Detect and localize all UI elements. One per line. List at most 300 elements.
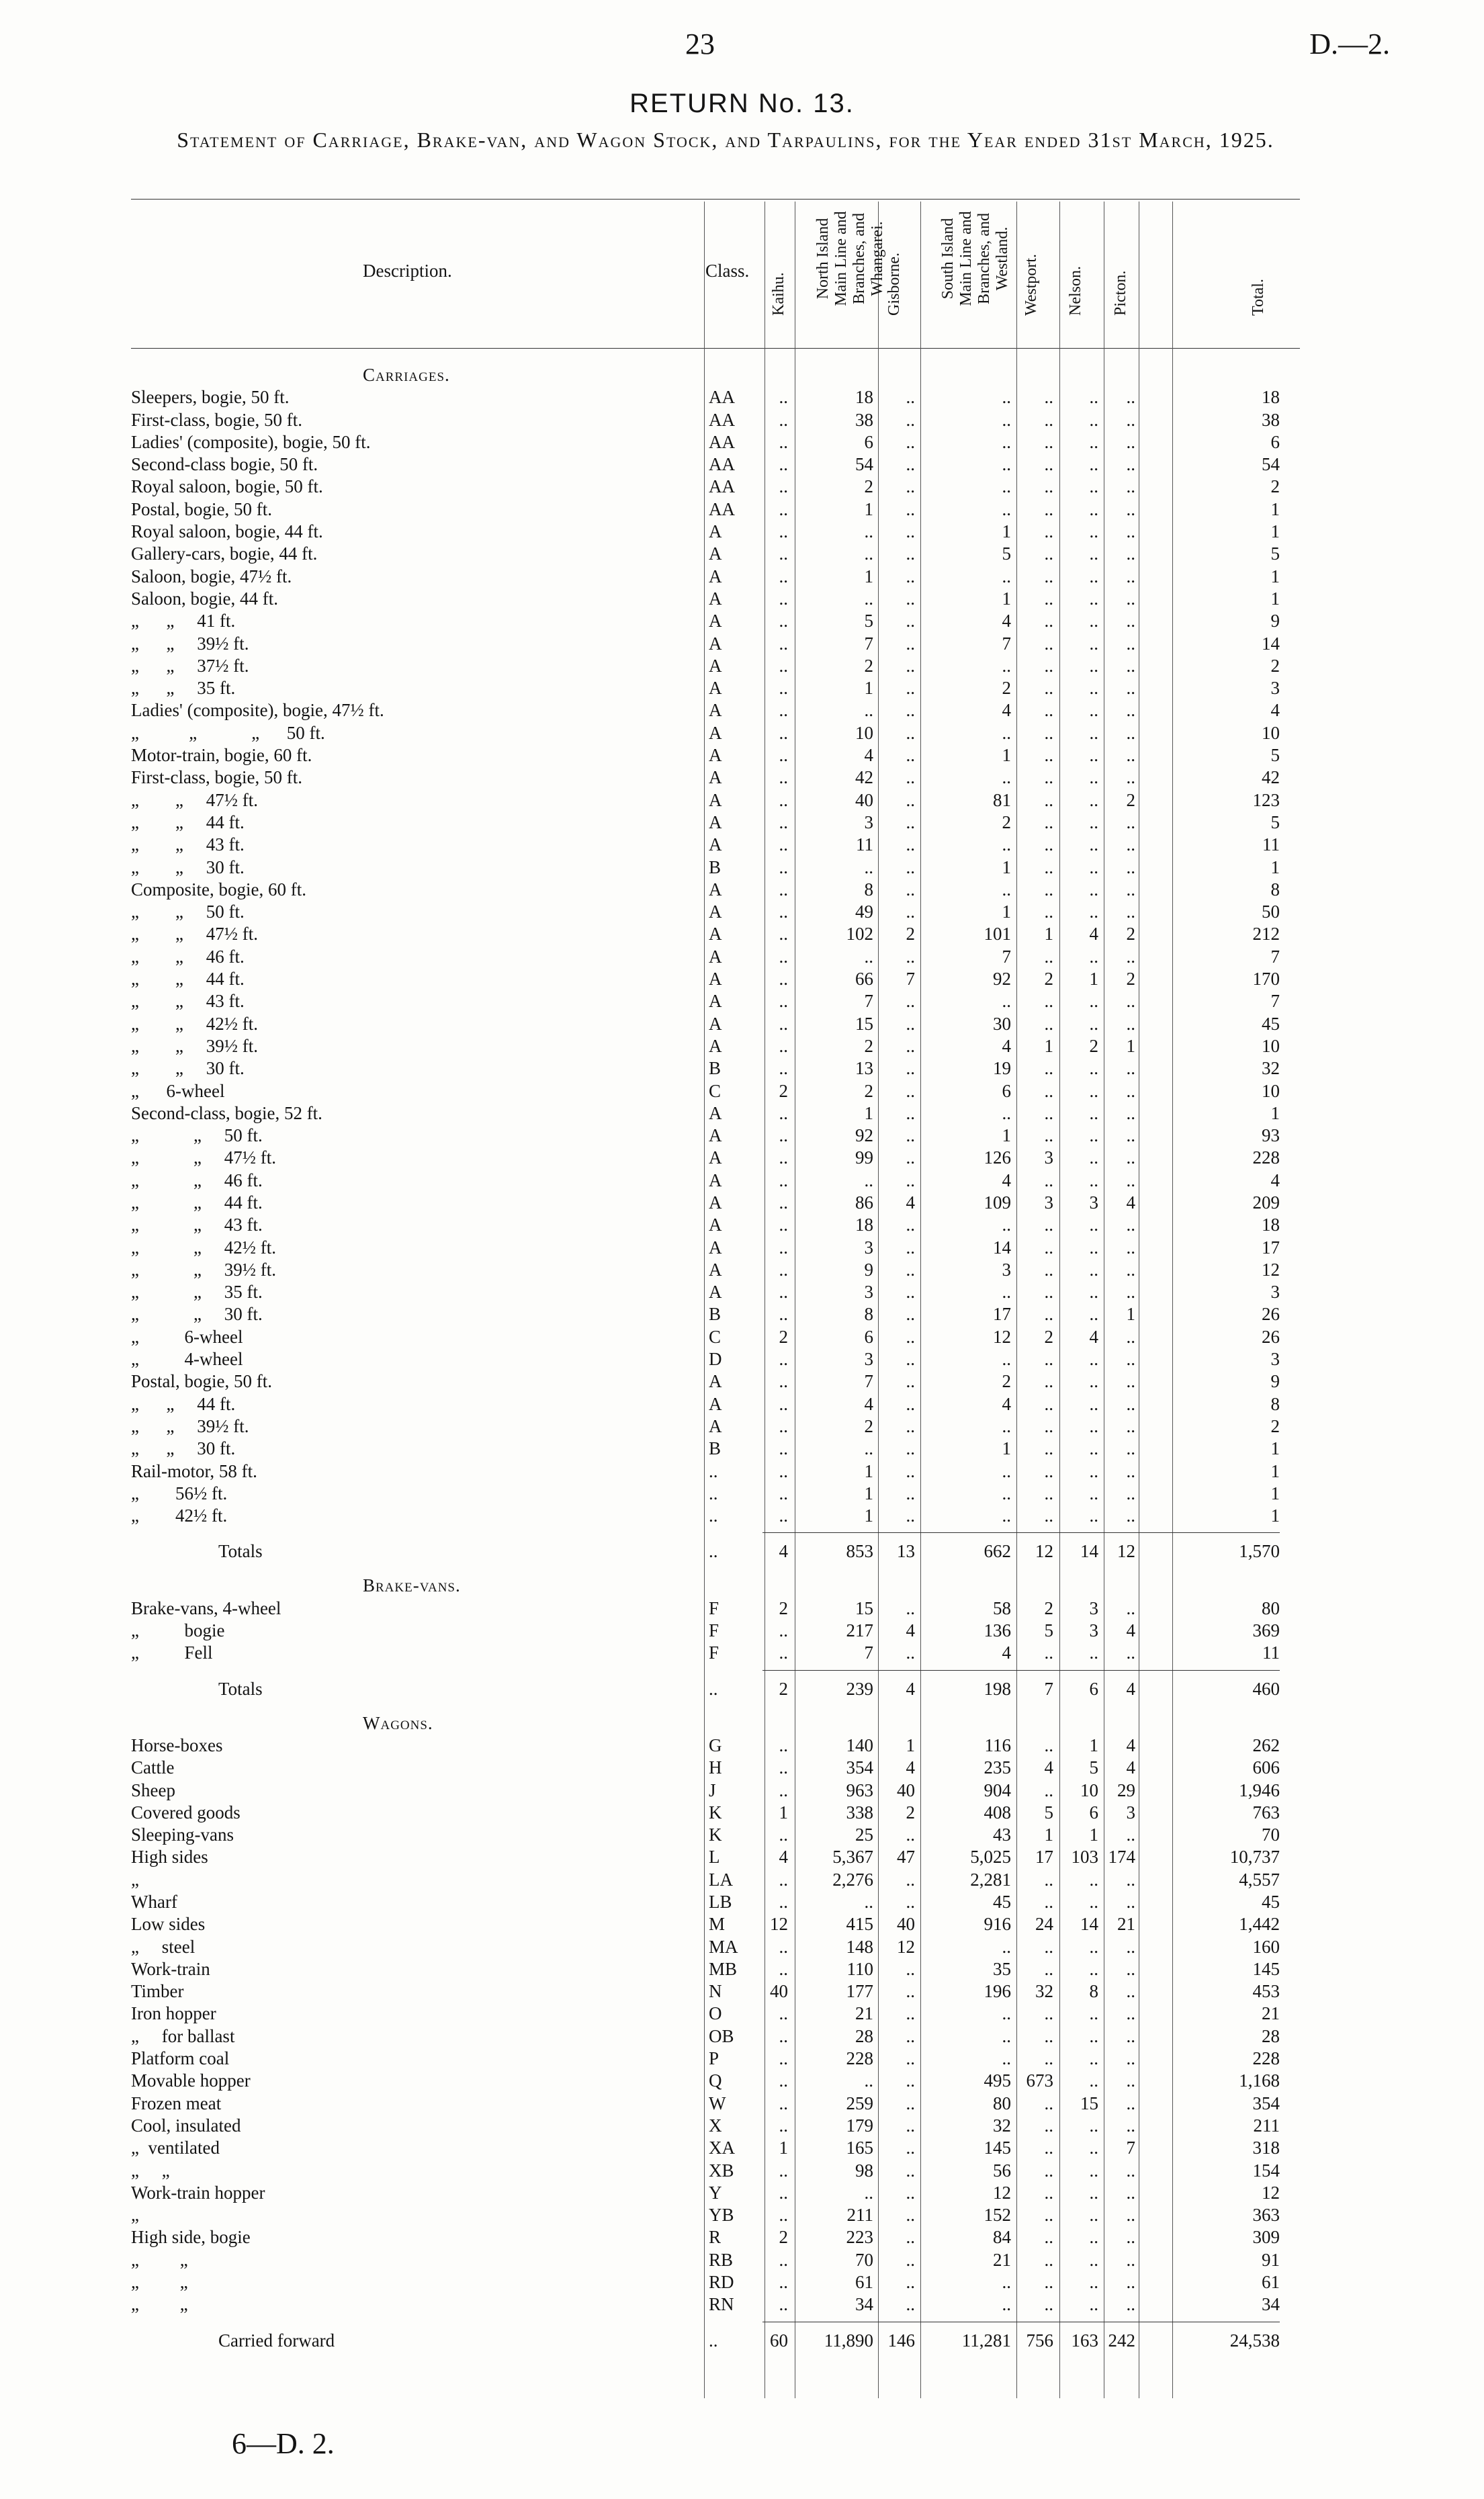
- class-cell: A: [709, 1170, 722, 1190]
- description-cell: Wharf: [131, 1892, 177, 1912]
- total-cell: 2: [1270, 655, 1280, 676]
- table-row: [131, 1438, 1300, 1460]
- south-island-cell: ..: [1002, 409, 1011, 430]
- table-row: [131, 1237, 1300, 1259]
- picton-cell: ..: [1126, 1892, 1135, 1912]
- total-cell: 1: [1270, 1460, 1280, 1481]
- south-island-cell: 2: [1002, 1371, 1011, 1392]
- north-island-cell: 4: [864, 1393, 873, 1414]
- south-island-cell: ..: [1002, 476, 1011, 497]
- picton-cell: ..: [1126, 767, 1135, 788]
- kaihu-cell: 4: [779, 1541, 788, 1562]
- north-island-cell: 34: [855, 2294, 873, 2315]
- gisborne-cell: ..: [906, 1393, 915, 1414]
- picton-cell: 29: [1117, 1780, 1135, 1800]
- table-row: [131, 923, 1300, 945]
- page-reference: D.—2.: [1309, 28, 1390, 60]
- description-cell: Ladies' (composite), bogie, 47½ ft.: [131, 700, 384, 721]
- kaihu-cell: ..: [779, 2048, 788, 2069]
- south-island-cell: ..: [1002, 1282, 1011, 1303]
- total-cell: 4,557: [1239, 1869, 1280, 1890]
- description-cell: „ „ 43 ft.: [131, 991, 245, 1012]
- south-island-cell: 916: [984, 1914, 1011, 1935]
- total-cell: 4: [1270, 700, 1280, 721]
- class-cell: A: [709, 812, 722, 832]
- total-cell: 1: [1270, 566, 1280, 586]
- total-cell: 42: [1262, 767, 1280, 788]
- total-cell: 1,168: [1239, 2070, 1280, 2091]
- description-cell: „ „ 47½ ft.: [131, 924, 258, 945]
- kaihu-cell: ..: [779, 2070, 788, 2091]
- south-island-cell: 92: [993, 969, 1011, 990]
- total-cell: 1,570: [1239, 1541, 1280, 1562]
- nelson-cell: ..: [1089, 2294, 1098, 2315]
- westport-cell: ..: [1044, 1237, 1053, 1258]
- gisborne-cell: ..: [906, 834, 915, 855]
- nelson-cell: ..: [1089, 991, 1098, 1012]
- gisborne-cell: ..: [906, 588, 915, 609]
- table-row: [131, 655, 1300, 677]
- nelson-cell: ..: [1089, 1259, 1098, 1280]
- nelson-cell: ..: [1089, 521, 1098, 542]
- kaihu-cell: ..: [779, 812, 788, 832]
- gisborne-cell: ..: [906, 387, 915, 408]
- kaihu-cell: ..: [779, 1170, 788, 1190]
- picton-cell: ..: [1126, 1371, 1135, 1392]
- table-row: [131, 2025, 1300, 2048]
- class-cell: H: [709, 1757, 722, 1778]
- total-cell: 38: [1262, 409, 1280, 430]
- nelson-cell: ..: [1089, 2138, 1098, 2158]
- nelson-cell: ..: [1089, 2115, 1098, 2136]
- description-cell: „ „ 35 ft.: [131, 1282, 263, 1303]
- table-row: [131, 1597, 1300, 1620]
- westport-cell: ..: [1044, 2227, 1053, 2248]
- picton-cell: ..: [1126, 1170, 1135, 1190]
- kaihu-cell: ..: [779, 476, 788, 497]
- picton-cell: 3: [1126, 1802, 1135, 1823]
- table-row: [131, 1415, 1300, 1438]
- north-island-cell: 3: [864, 1237, 873, 1258]
- nelson-cell: ..: [1089, 1058, 1098, 1079]
- westport-cell: ..: [1044, 1304, 1053, 1325]
- picton-cell: ..: [1126, 1147, 1135, 1168]
- description-cell: Second-class bogie, 50 ft.: [131, 454, 318, 475]
- kaihu-cell: ..: [779, 588, 788, 609]
- total-cell: 11: [1262, 834, 1280, 855]
- nelson-cell: ..: [1089, 1892, 1098, 1912]
- gisborne-cell: ..: [906, 1326, 915, 1347]
- kaihu-cell: ..: [779, 498, 788, 519]
- westport-cell: ..: [1044, 2160, 1053, 2181]
- class-cell: A: [709, 1013, 722, 1034]
- north-island-cell: ..: [864, 1438, 873, 1459]
- south-island-cell: 152: [984, 2205, 1011, 2226]
- picton-cell: ..: [1126, 1237, 1135, 1258]
- total-cell: 460: [1252, 1678, 1280, 1699]
- totals-row: [131, 1527, 1300, 1575]
- gisborne-cell: ..: [906, 611, 915, 631]
- westport-cell: ..: [1044, 1282, 1053, 1303]
- description-cell: Motor-train, bogie, 60 ft.: [131, 745, 312, 766]
- gisborne-cell: ..: [906, 1642, 915, 1663]
- north-island-cell: ..: [864, 1170, 873, 1190]
- description-cell: Postal, bogie, 50 ft.: [131, 1371, 272, 1392]
- westport-cell: ..: [1044, 1393, 1053, 1414]
- table-row: [131, 1125, 1300, 1147]
- nelson-cell: ..: [1089, 678, 1098, 699]
- section-heading-row: [131, 364, 1300, 386]
- westport-cell: ..: [1044, 857, 1053, 877]
- table-row: [131, 1980, 1300, 2003]
- gisborne-cell: ..: [906, 2227, 915, 2248]
- westport-cell: ..: [1044, 498, 1053, 519]
- gisborne-cell: 2: [906, 1802, 915, 1823]
- gisborne-cell: ..: [906, 521, 915, 542]
- class-cell: OB: [709, 2025, 734, 2046]
- class-cell: MB: [709, 1958, 738, 1979]
- north-island-cell: 853: [846, 1541, 873, 1562]
- description-cell: „ „ 30 ft.: [131, 1304, 263, 1325]
- westport-cell: ..: [1044, 1936, 1053, 1957]
- gisborne-cell: ..: [906, 454, 915, 475]
- total-cell: 11: [1262, 1642, 1280, 1663]
- class-cell: A: [709, 745, 722, 766]
- class-cell: K: [709, 1825, 722, 1845]
- table-row: [131, 1891, 1300, 1913]
- westport-cell: 5: [1044, 1620, 1053, 1641]
- north-island-cell: 42: [855, 767, 873, 788]
- picton-cell: ..: [1126, 655, 1135, 676]
- description-cell: High side, bogie: [131, 2227, 251, 2248]
- picton-cell: ..: [1126, 1505, 1135, 1526]
- description-cell: „ „ 50 ft.: [131, 902, 245, 922]
- kaihu-cell: ..: [779, 611, 788, 631]
- westport-cell: ..: [1044, 1460, 1053, 1481]
- class-cell: LA: [709, 1869, 733, 1890]
- north-island-cell: 140: [846, 1735, 873, 1755]
- westport-cell: 2: [1044, 969, 1053, 990]
- westport-cell: ..: [1044, 2272, 1053, 2293]
- picton-cell: ..: [1126, 2093, 1135, 2113]
- gisborne-cell: ..: [906, 1415, 915, 1436]
- totals-row: [131, 2316, 1300, 2364]
- class-cell: A: [709, 834, 722, 855]
- kaihu-cell: ..: [779, 700, 788, 721]
- table-row: [131, 1326, 1300, 1348]
- picton-cell: ..: [1126, 902, 1135, 922]
- westport-cell: ..: [1044, 946, 1053, 967]
- picton-cell: ..: [1126, 1282, 1135, 1303]
- description-cell: Platform coal: [131, 2048, 230, 2069]
- table-row: [131, 633, 1300, 655]
- gisborne-cell: ..: [906, 2115, 915, 2136]
- kaihu-cell: ..: [779, 431, 788, 452]
- header-south-island: South Island Main Line and Branches, and Westland.: [939, 211, 1011, 306]
- westport-cell: ..: [1044, 1013, 1053, 1034]
- total-cell: 763: [1252, 1802, 1280, 1823]
- gisborne-cell: ..: [906, 2070, 915, 2091]
- kaihu-cell: ..: [779, 2249, 788, 2270]
- description-cell: First-class, bogie, 50 ft.: [131, 767, 302, 788]
- description-cell: Sheep: [131, 1780, 175, 1800]
- description-cell: „ „ 39½ ft.: [131, 1259, 276, 1280]
- north-island-cell: 2: [864, 1080, 873, 1101]
- total-cell: 1: [1270, 1438, 1280, 1459]
- table-row: [131, 1642, 1300, 1664]
- gisborne-cell: 4: [906, 1757, 915, 1778]
- description-cell: Sleepers, bogie, 50 ft.: [131, 387, 290, 408]
- gisborne-cell: ..: [906, 655, 915, 676]
- total-cell: 369: [1252, 1620, 1280, 1641]
- picton-cell: 242: [1108, 2330, 1135, 2351]
- nelson-cell: ..: [1089, 946, 1098, 967]
- gisborne-cell: 1: [906, 1735, 915, 1755]
- total-cell: 1: [1270, 857, 1280, 877]
- table-row: [131, 1192, 1300, 1214]
- westport-cell: ..: [1044, 1483, 1053, 1503]
- table-row: [131, 2115, 1300, 2137]
- gisborne-cell: ..: [906, 1013, 915, 1034]
- north-island-cell: 338: [846, 1802, 873, 1823]
- north-island-cell: ..: [864, 588, 873, 609]
- class-cell: ..: [709, 2330, 718, 2351]
- total-cell: 1: [1270, 521, 1280, 542]
- kaihu-cell: ..: [779, 1259, 788, 1280]
- picton-cell: ..: [1126, 2070, 1135, 2091]
- north-island-cell: 1: [864, 1460, 873, 1481]
- nelson-cell: ..: [1089, 1237, 1098, 1258]
- total-cell: 45: [1262, 1892, 1280, 1912]
- picton-cell: ..: [1126, 1483, 1135, 1503]
- westport-cell: ..: [1044, 1102, 1053, 1123]
- description-cell: „ „ 41 ft.: [131, 611, 236, 631]
- table-row: [131, 1303, 1300, 1325]
- kaihu-cell: ..: [779, 1780, 788, 1800]
- north-island-cell: 10: [855, 722, 873, 743]
- class-cell: M: [709, 1914, 726, 1935]
- total-cell: 3: [1270, 1349, 1280, 1370]
- north-island-cell: 1: [864, 1102, 873, 1123]
- nelson-cell: ..: [1089, 1642, 1098, 1663]
- class-cell: ..: [709, 1541, 718, 1562]
- total-cell: 1: [1270, 1505, 1280, 1526]
- gisborne-cell: ..: [906, 1349, 915, 1370]
- westport-cell: ..: [1044, 767, 1053, 788]
- nelson-cell: ..: [1089, 1460, 1098, 1481]
- picton-cell: ..: [1126, 2048, 1135, 2069]
- description-cell: „ steel: [131, 1936, 195, 1957]
- south-island-cell: ..: [1002, 2003, 1011, 2024]
- north-island-cell: 2,276: [832, 1869, 873, 1890]
- description-cell: „ „ 39½ ft.: [131, 1415, 249, 1436]
- table-row: [131, 431, 1300, 453]
- north-island-cell: 3: [864, 1282, 873, 1303]
- gisborne-cell: ..: [906, 566, 915, 586]
- south-island-cell: 1: [1002, 902, 1011, 922]
- north-island-cell: 15: [855, 1597, 873, 1618]
- nelson-cell: ..: [1089, 611, 1098, 631]
- nelson-cell: ..: [1089, 1304, 1098, 1325]
- kaihu-cell: 1: [779, 1802, 788, 1823]
- class-cell: MA: [709, 1936, 738, 1957]
- description-cell: „ „: [131, 2294, 188, 2315]
- total-cell: 34: [1262, 2294, 1280, 2315]
- picton-cell: 21: [1117, 1914, 1135, 1935]
- picton-cell: ..: [1126, 1259, 1135, 1280]
- gisborne-cell: ..: [906, 543, 915, 564]
- picton-cell: ..: [1126, 1981, 1135, 2002]
- total-cell: 32: [1262, 1058, 1280, 1079]
- gisborne-cell: ..: [906, 745, 915, 766]
- kaihu-cell: ..: [779, 1304, 788, 1325]
- table-row: [131, 1080, 1300, 1102]
- class-cell: A: [709, 1415, 722, 1436]
- header-picton: Picton.: [1112, 270, 1129, 316]
- description-cell: Movable hopper: [131, 2070, 251, 2091]
- westport-cell: ..: [1044, 1642, 1053, 1663]
- gisborne-cell: ..: [906, 2048, 915, 2069]
- gisborne-cell: ..: [906, 498, 915, 519]
- south-island-cell: ..: [1002, 2048, 1011, 2069]
- table-row: [131, 543, 1300, 565]
- gisborne-cell: 4: [906, 1678, 915, 1699]
- class-cell: A: [709, 991, 722, 1012]
- kaihu-cell: ..: [779, 566, 788, 586]
- total-cell: 123: [1252, 789, 1280, 810]
- nelson-cell: 14: [1080, 1541, 1098, 1562]
- description-cell: Gallery-cars, bogie, 44 ft.: [131, 543, 318, 564]
- nelson-cell: ..: [1089, 2048, 1098, 2069]
- total-cell: 363: [1252, 2205, 1280, 2226]
- table-row: [131, 2226, 1300, 2248]
- picton-cell: ..: [1126, 498, 1135, 519]
- westport-cell: 24: [1035, 1914, 1053, 1935]
- south-island-cell: 14: [993, 1237, 1011, 1258]
- nelson-cell: 6: [1089, 1802, 1098, 1823]
- total-cell: 2: [1270, 476, 1280, 497]
- total-cell: 211: [1253, 2115, 1280, 2136]
- nelson-cell: ..: [1089, 789, 1098, 810]
- south-island-cell: 4: [1002, 1035, 1011, 1056]
- table-row: [131, 1214, 1300, 1236]
- header-class: Class.: [705, 261, 750, 281]
- totals-row: [131, 1665, 1300, 1712]
- description-cell: „ „ 44 ft.: [131, 812, 245, 832]
- table-row: [131, 1035, 1300, 1057]
- description-cell: Sleeping-vans: [131, 1825, 234, 1845]
- picton-cell: ..: [1126, 857, 1135, 877]
- north-island-cell: 7: [864, 1371, 873, 1392]
- table-row: [131, 901, 1300, 923]
- westport-cell: ..: [1044, 611, 1053, 631]
- header-westport: Westport.: [1022, 253, 1040, 316]
- south-island-cell: 196: [984, 1981, 1011, 2002]
- gisborne-cell: ..: [906, 1215, 915, 1235]
- westport-cell: ..: [1044, 1415, 1053, 1436]
- nelson-cell: ..: [1089, 745, 1098, 766]
- kaihu-cell: ..: [779, 1125, 788, 1146]
- table-row: [131, 2160, 1300, 2182]
- gisborne-cell: 47: [897, 1847, 915, 1868]
- gisborne-cell: ..: [906, 1825, 915, 1845]
- class-cell: A: [709, 789, 722, 810]
- north-island-cell: ..: [864, 700, 873, 721]
- gisborne-cell: 4: [906, 1192, 915, 1213]
- south-island-cell: 1: [1002, 588, 1011, 609]
- north-island-cell: 148: [846, 1936, 873, 1957]
- north-island-cell: 2: [864, 1035, 873, 1056]
- class-cell: D: [709, 1349, 722, 1370]
- total-cell: 1: [1270, 588, 1280, 609]
- table-row: [131, 1370, 1300, 1393]
- table-row: [131, 476, 1300, 498]
- total-cell: 10: [1262, 1080, 1280, 1101]
- nelson-cell: ..: [1089, 1125, 1098, 1146]
- table-row: [131, 2003, 1300, 2025]
- gisborne-cell: ..: [906, 2294, 915, 2315]
- kaihu-cell: ..: [779, 1349, 788, 1370]
- south-island-cell: 11,281: [961, 2330, 1011, 2351]
- south-island-cell: ..: [1002, 1936, 1011, 1957]
- south-island-cell: 904: [984, 1780, 1011, 1800]
- gisborne-cell: ..: [906, 767, 915, 788]
- description-cell: „ „ 44 ft.: [131, 969, 245, 990]
- kaihu-cell: ..: [779, 1371, 788, 1392]
- description-cell: „ 6-wheel: [131, 1326, 243, 1347]
- kaihu-cell: ..: [779, 946, 788, 967]
- table-row: [131, 1735, 1300, 1757]
- table-row: [131, 1802, 1300, 1824]
- kaihu-cell: ..: [779, 2115, 788, 2136]
- class-cell: F: [709, 1620, 719, 1641]
- kaihu-cell: 40: [770, 1981, 788, 2002]
- westport-cell: 1: [1044, 924, 1053, 945]
- class-cell: C: [709, 1080, 722, 1101]
- south-island-cell: ..: [1002, 566, 1011, 586]
- nelson-cell: 3: [1089, 1620, 1098, 1641]
- table-row: [131, 1824, 1300, 1846]
- westport-cell: 32: [1035, 1981, 1053, 2002]
- south-island-cell: 7: [1002, 633, 1011, 654]
- kaihu-cell: ..: [779, 1102, 788, 1123]
- class-cell: C: [709, 1326, 722, 1347]
- description-cell: „ „ 30 ft.: [131, 1438, 236, 1459]
- class-cell: A: [709, 700, 722, 721]
- kaihu-cell: ..: [779, 1958, 788, 1979]
- gisborne-cell: ..: [906, 789, 915, 810]
- picton-cell: ..: [1126, 588, 1135, 609]
- table-row: [131, 521, 1300, 543]
- nelson-cell: ..: [1089, 1080, 1098, 1101]
- kaihu-cell: ..: [779, 655, 788, 676]
- nelson-cell: 5: [1089, 1757, 1098, 1778]
- north-island-cell: 8: [864, 1304, 873, 1325]
- north-island-cell: 7: [864, 1642, 873, 1663]
- north-island-cell: 11: [856, 834, 873, 855]
- nelson-cell: ..: [1089, 543, 1098, 564]
- westport-cell: 1: [1044, 1035, 1053, 1056]
- class-cell: ..: [709, 1460, 718, 1481]
- class-cell: L: [709, 1847, 720, 1868]
- class-cell: F: [709, 1597, 719, 1618]
- class-cell: A: [709, 655, 722, 676]
- description-cell: „ „ 47½ ft.: [131, 1147, 276, 1168]
- westport-cell: ..: [1044, 1505, 1053, 1526]
- kaihu-cell: ..: [779, 2003, 788, 2024]
- nelson-cell: ..: [1089, 2160, 1098, 2181]
- description-cell: „ bogie: [131, 1620, 225, 1641]
